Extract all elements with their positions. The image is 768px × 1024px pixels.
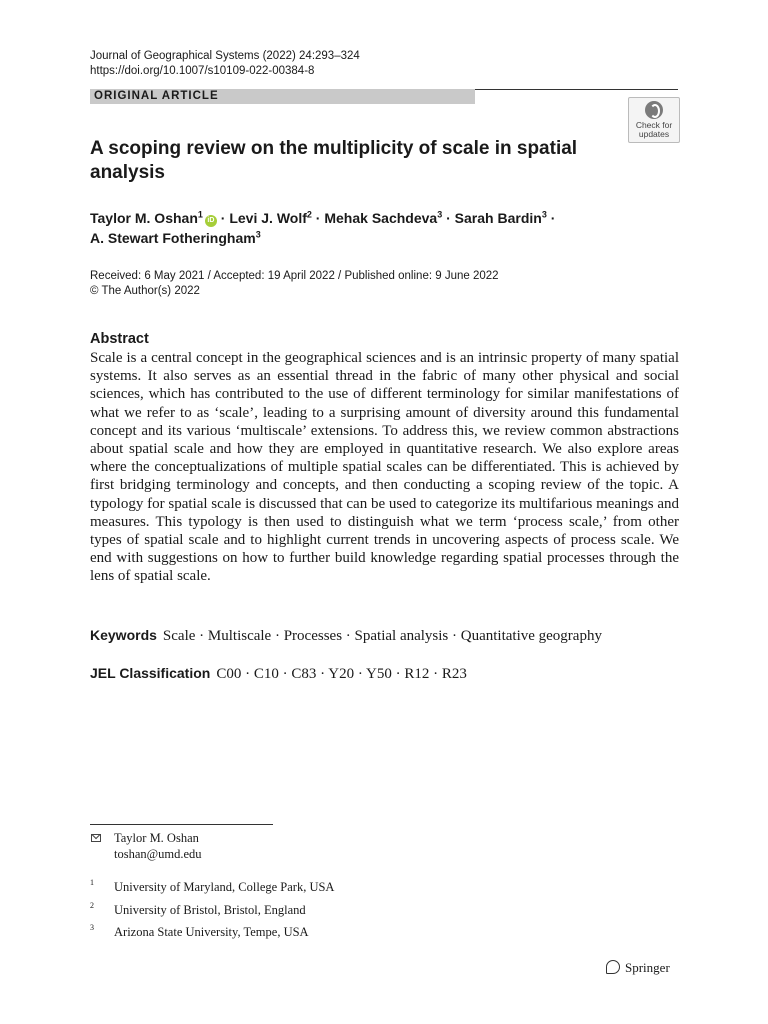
affiliation-item <box>90 920 490 940</box>
corresponding-author-name: Taylor M. Oshan <box>114 831 199 845</box>
affiliation-item <box>90 898 490 918</box>
author-separator: · <box>550 210 556 226</box>
envelope-icon <box>91 834 101 842</box>
publication-dates: Received: 6 May 2021 / Accepted: 19 April 2022 / Published online: 9 June 2022 <box>90 270 499 282</box>
header-rule <box>475 89 678 90</box>
keywords-line <box>90 626 690 645</box>
affiliation-text: Arizona State University, Tempe, USA <box>114 925 309 939</box>
author-name[interactable]: A. Stewart Fotheringham <box>90 230 256 246</box>
affiliation-number: 3 <box>90 923 94 932</box>
abstract-heading: Abstract <box>90 331 149 347</box>
author-affiliation-mark: 3 <box>255 229 261 240</box>
author-name[interactable]: Mehak Sachdeva <box>324 210 438 226</box>
journal-citation: Journal of Geographical Systems (2022) 24:293–324 <box>90 50 360 62</box>
abstract-body: Scale is a central concept in the geographical sciences and is an intrinsic property of many spatial systems. It also serves as an essential thread in the fabric of many other physical and social sciences, which has contributed to the use of different terminology for similar manifestations of what we refer to as ‘scale’, leading to a surprising amount of diversity around this fundamental concept and its various ‘multiscale’ extensions. To address this, we review common abstractions about spatial scale and how they are employed in quantitative research. We also explore areas where the conceptualizations of multiple spatial scales can be differentiated. This is achieved by first bridging terminology and concepts, and then conducting a scoping review of the topic. A typology for spatial scale is discussed that can be used to categorize its multifarious meanings and measures. This typology is then used to distinguish what we term ‘process scale,’ from other types of spatial scale and to highlight current trends in uncovering aspects of process scale. We end with suggestions on how to further build knowledge regarding spatial processes through the lens of spatial scale. <box>90 350 679 585</box>
author-separator: · <box>315 210 321 226</box>
springer-logo <box>606 959 670 977</box>
affiliation-number: 2 <box>90 901 94 910</box>
jel-codes: C00 · C10 · C83 · Y20 · Y50 · R12 · R23 <box>216 666 467 682</box>
article-title: A scoping review on the multiplicity of scale in spatial analysis <box>90 138 578 183</box>
keywords-label: Keywords <box>90 627 157 643</box>
keywords-list: Scale · Multiscale · Processes · Spatial analysis · Quantitative geography <box>162 628 602 644</box>
author-name[interactable]: Levi J. Wolf <box>229 210 307 226</box>
footnote-rule <box>90 824 273 825</box>
check-updates-icon <box>645 101 663 119</box>
author-separator: · <box>220 210 226 226</box>
author-affiliation-mark: 3 <box>437 209 443 220</box>
jel-classification-line <box>90 664 690 683</box>
doi-link[interactable]: https://doi.org/10.1007/s10109-022-00384-8 <box>90 65 315 77</box>
springer-horse-icon <box>606 960 620 974</box>
author-affiliation-mark: 1 <box>197 209 203 220</box>
author-name[interactable]: Sarah Bardin <box>454 210 542 226</box>
publisher-name: Springer <box>625 960 670 975</box>
check-for-updates-badge[interactable] <box>628 97 680 143</box>
jel-label: JEL Classification <box>90 665 211 681</box>
affiliation-text: University of Maryland, College Park, USA <box>114 880 335 894</box>
author-list <box>90 208 650 248</box>
affiliation-number: 1 <box>90 878 94 887</box>
author-name[interactable]: Taylor M. Oshan <box>90 210 198 226</box>
copyright-notice: © The Author(s) 2022 <box>90 285 200 297</box>
orcid-icon[interactable]: iD <box>205 215 217 227</box>
article-type-banner <box>90 89 475 104</box>
author-separator: · <box>446 210 451 226</box>
affiliation-item <box>90 875 490 895</box>
corresponding-author-email[interactable]: toshan@umd.edu <box>114 847 202 861</box>
affiliation-text: University of Bristol, Bristol, England <box>114 903 306 917</box>
check-updates-label: Check for updates <box>635 120 673 139</box>
article-type-label: ORIGINAL ARTICLE <box>94 90 219 102</box>
author-affiliation-mark: 2 <box>306 209 312 220</box>
author-affiliation-mark: 3 <box>541 209 547 220</box>
